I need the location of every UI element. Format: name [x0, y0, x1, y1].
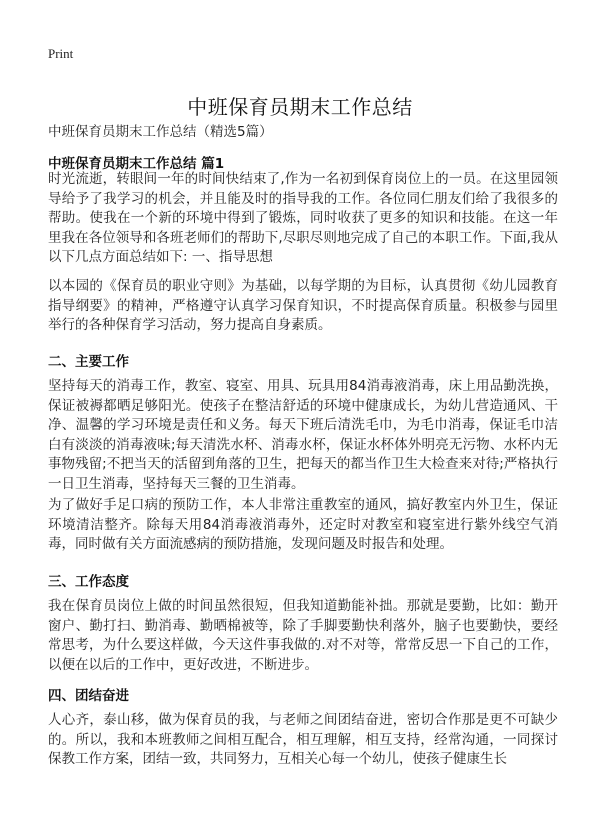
document-title: 中班保育员期末工作总结 — [187, 95, 413, 120]
section-heading-unity: 四、团结奋进 — [48, 688, 129, 704]
unity-paragraph: 人心齐，泰山移，做为保育员的我，与老师之间团结奋进，密切合作那是更不可缺少的。所以，我和本班教师之间相互配合，相互理解，相互支持，经常沟通，一同探讨保教工作方案，团结一致，共同努力，互相关心每一个幼儿，使孩子健康生长 — [48, 712, 558, 767]
article-heading: 中班保育员期末工作总结 篇1 — [48, 156, 225, 172]
intro-paragraph: 时光流逝，转眼间一年的时间快结束了,作为一名初到保育岗位上的一员。在这里园领导给予了我学习的机会，并且能及时的指导我的工作。各位同仁朋友们给了我很多的帮助。使我在一个新的环境中得到了锻炼，同时收获了更多的知识和技能。在这一年里我在各位领导和各班老师们的帮助下,尽职尽则地完成了自己的本职工作。下面,我从以下几点方面总结如下: 一、指导思想 — [48, 171, 558, 265]
section-heading-attitude: 三、工作态度 — [48, 574, 129, 590]
section-heading-main-work: 二、主要工作 — [48, 354, 129, 370]
main-work-paragraph-1: 坚持每天的消毒工作，教室、寝室、用具、玩具用84消毒液消毒，床上用品勤洗换，保证被褥都晒足够阳光。使孩子在整洁舒适的环境中健康成长，为幼儿营造通风、干净、温馨的学习环境是责任和义务。每天下班后清洗毛巾，为毛巾消毒，保证毛巾洁白有淡淡的消毒液味;每天清洗水杯、消毒水杯，保证水杯体外明亮无污物、水杯内无事物残留;不把当天的活留到角落的卫生，把每天的都当作卫生大检查来对待;严格执行一日卫生消毒，坚持每天三餐的卫生消毒。 — [48, 378, 558, 492]
main-work-paragraph-2: 为了做好手足口病的预防工作，本人非常注重教室的通风，搞好教室内外卫生，保证环境清洁整齐。除每天用84消毒液消毒外，还定时对教室和寝室进行紫外线空气消毒，同时做有关方面流感病的预防措施，发现问题及时报告和处理。 — [48, 497, 558, 552]
attitude-paragraph: 我在保育员岗位上做的时间虽然很短，但我知道勤能补拙。那就是要勤，比如：勤开窗户、勤打扫、勤消毒、勤晒棉被等，除了手脚要勤快利落外，脑子也要勤快，要经常思考，为什么要这样做，今天这件事我做的.对不对等，常常反思一下自己的工作，以便在以后的工作中，更好改进，不断进步。 — [48, 598, 558, 673]
document-subtitle: 中班保育员期末工作总结（精选5篇） — [48, 124, 273, 140]
print-label: Print — [48, 46, 74, 61]
guiding-paragraph: 以本园的《保育员的职业守则》为基础，以每学期的为目标，认真贯彻《幼儿园教育指导纲要》的精神，严格遵守认真学习保育知识，不时提高保育质量。积极参与园里举行的各种保育学习活动，努力提高自身素质。 — [48, 278, 558, 333]
